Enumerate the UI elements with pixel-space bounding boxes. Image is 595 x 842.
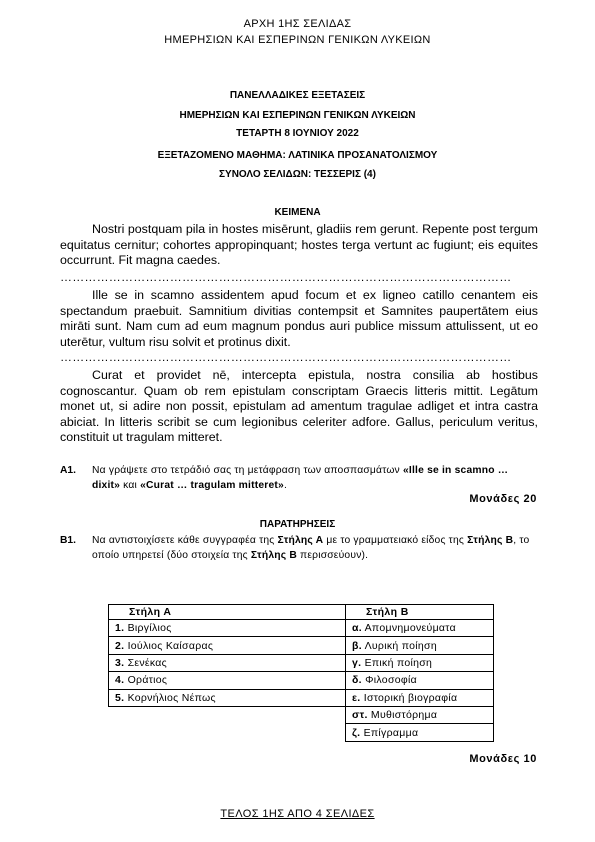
column-a-header: Στήλη Α xyxy=(109,605,346,620)
question-a1-score: Μονάδες 20 xyxy=(469,493,537,505)
author-cell: 1. Βιργίλιος xyxy=(109,620,346,637)
table-row xyxy=(109,689,494,706)
passage-1-text: Nostri postquam pila in hostes misērunt, gladiis rem gerunt. Repente post tergum equitatus cernitur; cohortes appropinquant; hostes terga vertunt ac fugiunt; eis equites occurrunt. Fit magna caedes. xyxy=(60,222,538,268)
question-b1-text: Να αντιστοιχίσετε κάθε συγγραφέα της Στήλης Α με το γραμματειακό είδος της Στήλης Β, το οποίο υπηρετεί (δύο στοιχεία της Στήλης Β περισσεύουν). xyxy=(92,535,530,561)
latin-passage-2 xyxy=(60,288,538,350)
genre-cell: δ. Φιλοσοφία xyxy=(346,672,494,689)
genre-cell: β. Λυρική ποίηση xyxy=(346,637,494,654)
page-header-start: ΑΡΧΗ 1ΗΣ ΣΕΛΙΔΑΣ xyxy=(243,18,352,30)
table-row xyxy=(109,654,494,671)
author-cell: 5. Κορνήλιος Νέπως xyxy=(109,689,346,706)
table-row xyxy=(109,637,494,654)
remarks-heading: ΠΑΡΑΤΗΡΗΣΕΙΣ xyxy=(259,519,336,530)
separator-2: ………………………………………………………………………………………………… xyxy=(60,350,512,364)
exam-schools: ΗΜΕΡΗΣΙΩΝ ΚΑΙ ΕΣΠΕΡΙΝΩΝ ΓΕΝΙΚΩΝ ΛΥΚΕΙΩΝ xyxy=(179,110,416,121)
table-header-row xyxy=(109,605,494,620)
separator-1: ………………………………………………………………………………………………… xyxy=(60,270,512,284)
genre-cell: στ. Μυθιστόρημα xyxy=(346,706,494,723)
author-cell: 3. Σενέκας xyxy=(109,654,346,671)
texts-heading: ΚΕΙΜΕΝΑ xyxy=(274,207,321,218)
question-a1-text: Να γράψετε στο τετράδιό σας τη μετάφραση των αποσπασμάτων «Ille se in scamno … dixit» και «Curat … tragulam mitteret». xyxy=(92,465,509,491)
latin-passage-3 xyxy=(60,368,538,446)
genre-cell: ε. Ιστορική βιογραφία xyxy=(346,689,494,706)
exam-title: ΠΑΝΕΛΛΑΔΙΚΕΣ ΕΞΕΤΑΣΕΙΣ xyxy=(229,90,366,101)
question-a1-number: Α1. xyxy=(60,465,77,476)
genre-cell: α. Απομνημονεύματα xyxy=(346,620,494,637)
latin-passage-1 xyxy=(60,222,538,269)
passage-3-text: Curat et providet nē, intercepta epistula, nostra consilia ab hostibus cognoscantur. Quam ob rem epistulam conscriptam Graecis litteris mittit. Legātum monet ut, si adire non possit, epistulam ad amentum tragulae adliget et intra castra abiciat. In litteris scribit se cum legionibus celeriter adfore. Gallus, periculum veritus, constituit ut tragulam mitteret. xyxy=(60,368,538,445)
genre-cell: γ. Επική ποίηση xyxy=(346,654,494,671)
question-b1-score: Μονάδες 10 xyxy=(469,753,537,765)
question-b1 xyxy=(60,534,538,563)
matching-table xyxy=(108,604,494,742)
table-row xyxy=(109,672,494,689)
genre-cell: ζ. Επίγραμμα xyxy=(346,724,494,741)
table-row xyxy=(109,706,494,723)
table-row xyxy=(109,620,494,637)
page-footer: ΤΕΛΟΣ 1ΗΣ ΑΠΟ 4 ΣΕΛΙΔΕΣ xyxy=(220,808,375,820)
exam-subject: ΕΞΕΤΑΖΟΜΕΝΟ ΜΑΘΗΜΑ: ΛΑΤΙΝΙΚΑ ΠΡΟΣΑΝΑΤΟΛΙΣΜΟΥ xyxy=(157,150,438,161)
empty-cell xyxy=(109,706,346,723)
exam-date: ΤΕΤΑΡΤΗ 8 ΙΟΥΝΙΟΥ 2022 xyxy=(236,128,359,139)
exam-page-count: ΣΥΝΟΛΟ ΣΕΛΙΔΩΝ: ΤΕΣΣΕΡΙΣ (4) xyxy=(219,169,376,180)
table-row xyxy=(109,724,494,741)
question-a1 xyxy=(60,464,538,493)
question-b1-number: Β1. xyxy=(60,535,77,546)
author-cell: 2. Ιούλιος Καίσαρας xyxy=(109,637,346,654)
passage-2-text: Ille se in scamno assidentem apud focum et ex ligneo catillo cenantem eis spectandum praebuit. Samnitium divitias contempsit et Samnites paupertātem eius mirāti sunt. Nam cum ad eum magnum pondus auri publice missum attulissent, ut eo uterētur, vultum risu solvit et protinus dixit. xyxy=(60,288,538,349)
empty-cell xyxy=(109,724,346,741)
column-b-header: Στήλη Β xyxy=(346,605,494,620)
page-header-schools: ΗΜΕΡΗΣΙΩΝ ΚΑΙ ΕΣΠΕΡΙΝΩΝ ΓΕΝΙΚΩΝ ΛΥΚΕΙΩΝ xyxy=(164,34,431,46)
author-cell: 4. Οράτιος xyxy=(109,672,346,689)
